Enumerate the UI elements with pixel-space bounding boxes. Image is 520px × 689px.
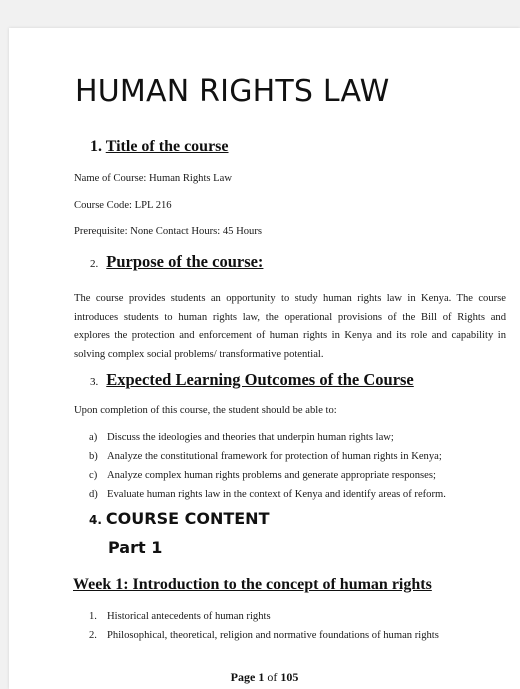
page-of-label: of (267, 670, 278, 684)
section-4-number: 4. (89, 513, 102, 527)
section-3-title: Expected Learning Outcomes of the Course (106, 370, 414, 389)
outcome-item (89, 470, 436, 481)
week-1-item (89, 611, 271, 622)
week-item-marker: 2. (89, 630, 97, 641)
document-page (9, 28, 520, 689)
week-item-marker: 1. (89, 611, 97, 622)
week-item-text: Historical antecedents of human rights (107, 611, 271, 622)
section-4-heading (89, 509, 269, 528)
page-label: Page (230, 670, 256, 684)
purpose-line: explores the protection and enforcement of human rights in Kenya and its role and capability in (74, 330, 506, 342)
section-1-heading (90, 138, 229, 156)
purpose-line: introduces students to human rights law, the operational provisions of the Bill of Rights and (74, 311, 506, 323)
week-item-text: Philosophical, theoretical, religion and normative foundations of human rights (107, 630, 439, 641)
week-1-item (89, 630, 439, 641)
section-3-heading (90, 370, 414, 390)
purpose-line: The course provides students an opportunity to study human rights law in Kenya. The course (74, 293, 506, 304)
section-3-number: 3. (90, 376, 99, 388)
outcome-marker: a) (89, 432, 98, 443)
section-1-number: 1. (90, 138, 102, 155)
section-2-heading (90, 252, 263, 272)
page-number: 1 (258, 670, 265, 684)
course-prerequisite: Prerequisite: None Contact Hours: 45 Hours (74, 226, 263, 237)
outcome-item (89, 451, 442, 462)
section-4-title: COURSE CONTENT (105, 509, 270, 528)
section-1-title: Title of the course (105, 138, 229, 155)
outcome-marker: b) (89, 451, 98, 462)
purpose-line: solving complex social problems/ transformative potential. (74, 349, 324, 361)
total-pages: 105 (280, 670, 299, 684)
course-code: Course Code: LPL 216 (74, 200, 172, 211)
outcome-item (89, 489, 446, 500)
section-2-number: 2. (90, 258, 99, 270)
section-2-title: Purpose of the course: (106, 252, 264, 271)
outcome-text: Analyze the constitutional framework for protection of human rights in Kenya; (107, 451, 442, 462)
outcomes-intro: Upon completion of this course, the student should be able to: (74, 405, 337, 416)
purpose-paragraph (74, 290, 506, 365)
outcome-text: Discuss the ideologies and theories that underpin human rights law; (107, 432, 394, 443)
part-heading: Part 1 (108, 538, 163, 557)
outcome-text: Analyze complex human rights problems and generate appropriate responses; (107, 470, 436, 481)
outcome-marker: d) (89, 489, 98, 500)
document-title: HUMAN RIGHTS LAW (75, 74, 390, 109)
page-footer (9, 670, 520, 685)
week-1-heading: Week 1: Introduction to the concept of human rights (73, 576, 432, 593)
outcome-marker: c) (89, 470, 98, 481)
outcome-text: Evaluate human rights law in the context of Kenya and identify areas of reform. (107, 489, 446, 500)
course-name: Name of Course: Human Rights Law (74, 173, 232, 184)
outcome-item (89, 432, 394, 443)
